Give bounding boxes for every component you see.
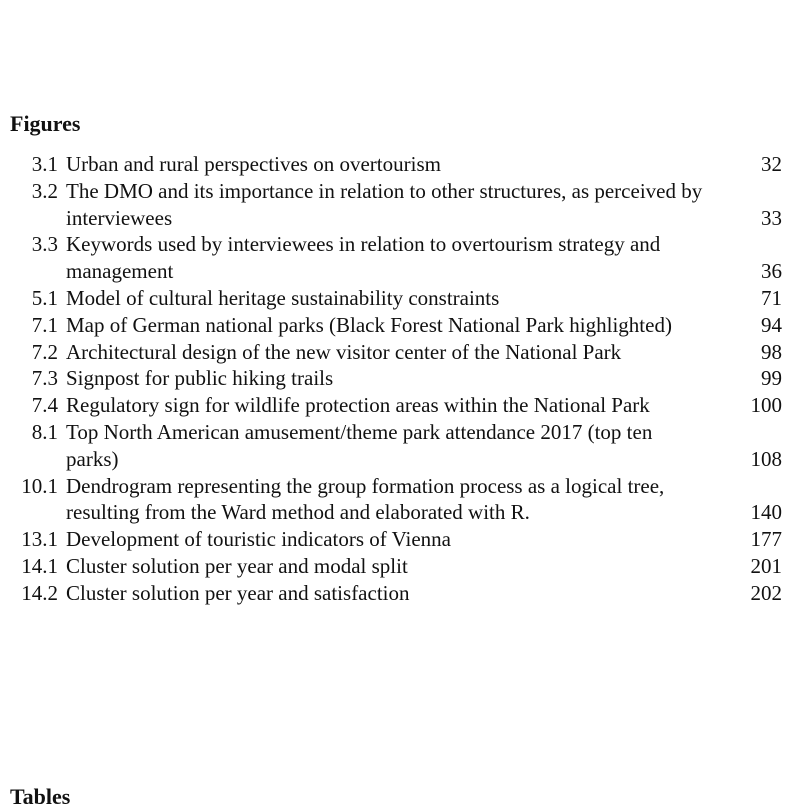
figure-title: Development of touristic indicators of Vienna [66,527,452,552]
figure-number: 5.1 [31,285,58,310]
page-number: 98 [761,339,782,364]
figure-number: 3.1 [31,152,58,176]
figure-title: Architectural design of the new visitor center of the National Park [66,339,622,364]
tables-heading: Tables [10,784,71,809]
figure-number: 10.1 [21,473,58,498]
page-number: 94 [761,312,782,337]
figure-title: Regulatory sign for wildlife protection areas within the National Park [66,393,650,418]
figure-number: 13.1 [21,527,58,552]
list-item [0,285,800,312]
figure-title: Keywords used by interviewees in relation to overtourism strategy and management [66,232,661,284]
figure-number: 8.1 [31,419,58,444]
list-item [0,392,800,419]
figure-number: 7.4 [31,393,58,418]
figure-title: Signpost for public hiking trails [66,366,334,391]
figure-title: Top North American amusement/theme park attendance 2017 (top ten parks) [66,419,653,471]
page-number: 108 [750,446,782,471]
list-item [0,178,800,232]
page-number: 100 [750,393,782,418]
page-number: 33 [761,205,782,230]
figure-number: 7.2 [31,339,58,364]
figure-number: 7.1 [31,312,58,337]
list-item [0,553,800,580]
figure-title: Map of German national parks (Black Forest National Park highlighted) [66,312,672,337]
list-item [0,419,800,473]
list-item [0,526,800,553]
page-number: 177 [750,527,782,552]
figure-title: Urban and rural perspectives on overtourism [66,152,441,176]
list-item [0,339,800,366]
figure-number: 14.1 [21,553,58,578]
list-item [0,312,800,339]
figure-number: 3.2 [31,178,58,203]
list-item [0,231,800,285]
page-number: 36 [761,259,782,284]
page-number: 140 [750,500,782,525]
figures-list [0,151,800,607]
figure-title: Cluster solution per year and satisfaction [66,580,410,605]
figure-number: 14.2 [21,580,58,605]
page-number: 71 [761,285,782,310]
list-item [0,473,800,527]
figure-number: 7.3 [31,366,58,391]
page-number: 202 [750,580,782,605]
figures-heading: Figures [10,111,81,136]
list-item [0,580,800,607]
page-number: 201 [750,553,782,578]
figure-title: Cluster solution per year and modal split [66,553,408,578]
list-item [0,365,800,392]
figure-title: The DMO and its importance in relation to other structures, as perceived by interviewees [66,178,703,230]
figure-title: Dendrogram representing the group formation process as a logical tree, resulting from the Ward method and elaborated with R. [66,473,665,525]
page-number: 99 [761,366,782,391]
page-number: 32 [761,152,782,176]
figure-number: 3.3 [31,232,58,257]
figure-title: Model of cultural heritage sustainability constraints [66,285,500,310]
list-item [0,151,800,178]
